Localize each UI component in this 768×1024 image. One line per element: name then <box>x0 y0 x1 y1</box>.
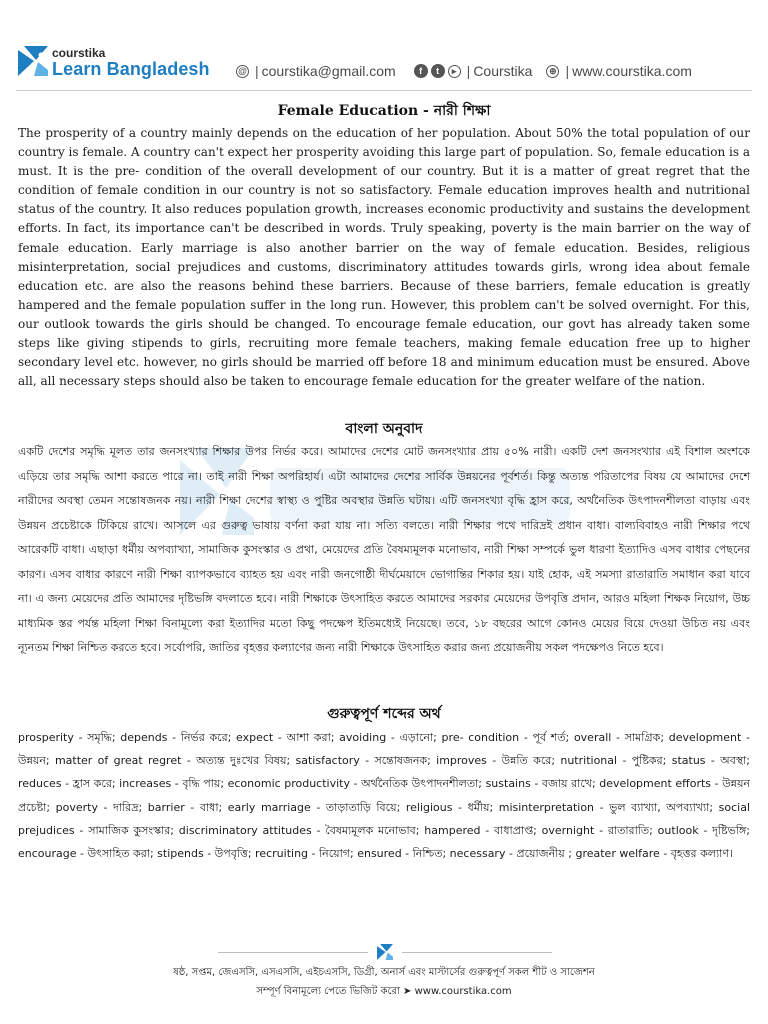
footer-divider-left <box>218 952 368 953</box>
footer-divider-right <box>402 952 552 953</box>
page-header <box>0 0 768 92</box>
separator: | <box>466 63 471 79</box>
twitter-icon[interactable]: t <box>431 64 445 78</box>
footer-visit-link[interactable]: সম্পূর্ণ বিনামূল্যে পেতে ভিজিট করো ➤ www.courstika.com <box>256 986 512 997</box>
separator: | <box>255 63 259 79</box>
courstika-footer-logo-icon <box>376 942 394 962</box>
english-paragraph: The prosperity of a country mainly depends on the education of her population. About 50% the total population of our country is female. A country can't expect her prosperity avoiding this large part of population. So, female education is a must. It is the pre- condition of the overall development of our country. But it is a matter of great regret that the condition of female condition in our country is not so satisfactory. Female education improves health and nutritional status of the country. It also reduces population growth, increases economic productivity and sustains the development efforts. In fact, its importance can't be described in words. Truly speaking, poverty is the main barrier on the way of female education. Early marriage is also another barrier on the way of female education. Besides, religious misinterpretation, social prejudices and customs, discriminatory attitudes towards girls, wrong idea about female education etc. are also the reasons behind these barriers. Because of these barriers, female education is greatly hampered and the female population suffer in the long run. However, this problem can't be solved overnight. For this, our outlook towards the girls should be changed. To encourage female education, our govt has already taken some steps like giving stipends to girls, recruiting more female teachers, making female education free up to higher secondary level etc. however, no girls should be married off before 18 and minimum education must be ensured. Above all, all necessary steps should also be taken to encourage female education for the greater welfare of the nation. <box>18 126 750 389</box>
contact-bar <box>236 61 692 81</box>
brand-name: Learn Bangladesh <box>52 59 210 79</box>
bangla-translation: একটি দেশের সমৃদ্ধি মূলত তার জনসংখ্যার শিক্ষার উপর নির্ভর করে। আমাদের দেশের মোট জনসংখ্যার প্রায় ৫০% নারী। একটি দেশ জনসংখ্যার এই বিশাল অংশকে এড়িয়ে তার সমৃদ্ধি আশা করতে পারে না। তাই নারী শিক্ষা অপরিহার্য। এটা আমাদের দেশের সার্বিক উন্নয়নের পূর্বশর্ত। কিন্তু অত্যন্ত পরিতাপের বিষয় যে আমাদের দেশে নারীদের অবস্থা তেমন সন্তোষজনক নয়। নারী শিক্ষা দেশের স্বাস্থ্য ও পুষ্টির অবস্থার উন্নতি ঘটায়। এটি জনসংখ্যা বৃদ্ধি হ্রাস করে, অর্থনৈতিক উৎপাদনশীলতা বাড়ায় এবং উন্নয়ন প্রচেষ্টাকে টিকিয়ে রাখে। আসলে এর গুরুত্ব ভাষায় বর্ণনা করা যায় না। সত্যি বলতে। নারী শিক্ষার পথে দারিদ্রই প্রধান বাধা। বাল্যবিবাহও নারী শিক্ষার পথে আরেকটি বাধা। এছাড়া ধর্মীয় অপব্যাখ্যা, সামাজিক কুসংস্কার ও প্রথা, মেয়েদের প্রতি বৈষম্যমূলক মনোভাব, নারী শিক্ষা সম্পর্কে ভুল ধারণা ইত্যাদিও এসব বাধার পেছনের কারণ। এসব বাধার কারণে নারী শিক্ষা ব্যাপকভাবে ব্যাহত হয় এবং নারী জনগোষ্ঠী দীর্ঘমেয়াদে ভোগান্তির শিকার হয়। যাই হোক, এই সমস্যা রাতারাতি সমাধান করা যাবে না। এ জন্য মেয়েদের প্রতি আমাদের দৃষ্টিভঙ্গি বদলাতে হবে। নারী শিক্ষাকে উৎসাহিত করতে আমাদের সরকার মেয়েদের উপবৃত্তি প্রদান, আরও মহিলা শিক্ষক নিয়োগ, উচ্চ মাধ্যমিক স্তর পর্যন্ত মহিলা শিক্ষা বিনামূল্যে করা ইত্যাদির মতো কিছু পদক্ষেপ ইতিমধ্যেই নিয়েছে। তবে, ১৮ বছরের আগে কোনও মেয়ের বিয়ে দেওয়া উচিত নয় এবং ন্যূনতম শিক্ষা নিশ্চিত করতে হবে। সর্বোপরি, জাতির বৃহত্তর কল্যাণের জন্য নারী শিক্ষাকে উৎসাহিত করার জন্য প্রয়োজনীয় সকল পদক্ষেপও নিতে হবে। <box>18 445 750 654</box>
globe-icon: ⊕ <box>546 65 559 78</box>
page-title: Female Education - নারী শিক্ষা <box>277 103 491 119</box>
youtube-icon[interactable]: ▸ <box>448 65 461 78</box>
courstika-logo-icon <box>16 44 50 78</box>
website-link[interactable]: www.courstika.com <box>572 63 692 79</box>
brand-name-small: courstika <box>52 46 106 60</box>
footer-promo-text: ষষ্ঠ, সপ্তম, জেএসসি, এসএসসি, এইচএসসি, ডিগ্রী, অনার্স এবং মাস্টার্সের গুরুত্বপূর্ণ সকল শীট ও সাজেশন <box>173 967 595 978</box>
facebook-icon[interactable]: f <box>414 64 428 78</box>
vocabulary-list: prosperity - সমৃদ্ধি; depends - নির্ভর করে; expect - আশা করা; avoiding - এড়ানো; pre- condition - পূর্ব শর্ত; overall - সামগ্রিক; development - উন্নয়ন; matter of great regret - অত্যন্ত দুঃখের বিষয়; satisfactory - সন্তোষজনক; improves - উন্নতি করে; nutritional - পুষ্টিকর; status - অবস্থা; reduces - হ্রাস করে; increases - বৃদ্ধি পায়; economic productivity - অর্থনৈতিক উৎপাদনশীলতা; sustains - বজায় রাখে; development efforts - উন্নয়ন প্রচেষ্টা; poverty - দারিদ্র; barrier - বাধা; early marriage - তাড়াতাড়ি বিয়ে; religious - ধর্মীয়; misinterpretation - ভুল ব্যাখ্যা, অপব্যাখ্যা; social prejudices - সামাজিক কুসংস্কার; discriminatory attitudes - বৈষম্যমূলক মনোভাব; hampered - বাধাপ্রাপ্ত; overnight - রাতারাতি; outlook - দৃষ্টিভঙ্গি; encourage - উৎসাহিত করা; stipends - উপবৃত্তি; recruiting - নিয়োগ; ensured - নিশ্চিত; necessary - প্রয়োজনীয় ; greater welfare - বৃহত্তর কল্যাণ। <box>18 731 750 861</box>
contact-email[interactable]: courstika@gmail.com <box>261 63 396 79</box>
social-name[interactable]: Courstika <box>473 63 533 79</box>
vocabulary-heading: গুরুত্বপূর্ণ শব্দের অর্থ <box>327 706 441 722</box>
translation-heading: বাংলা অনুবাদ <box>345 421 423 437</box>
email-icon: @ <box>236 65 249 78</box>
header-divider <box>16 90 752 91</box>
separator: | <box>565 63 570 79</box>
